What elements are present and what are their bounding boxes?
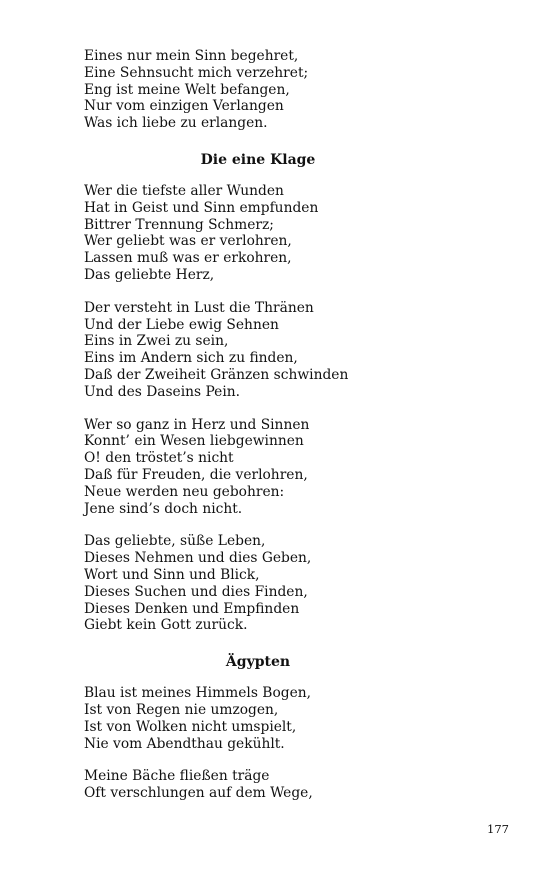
verse-line: Eines nur mein Sinn begehret, [84,48,299,64]
verse-line: Dieses Denken und Empfinden [84,600,300,617]
stanza [84,768,484,802]
verse-line: Hat in Geist und Sinn empfunden [84,199,319,216]
verse-line: Meine Bäche fließen träge [84,768,270,785]
verse-line: Eins in Zwei zu sein, [84,333,229,350]
intro-stanza [84,48,484,132]
verse-line: Oft verschlungen auf dem Wege, [84,785,313,802]
stanza [84,300,484,401]
verse-line: Was ich liebe zu erlangen. [84,115,268,132]
verse-line: Und des Daseins Pein. [84,383,241,400]
page-content [84,48,484,818]
poem-title: Die eine Klage [200,151,316,168]
verse-line: Und der Liebe ewig Sehnen [84,316,279,333]
verse-line: Daß für Freuden, die verlohren, [84,466,308,483]
verse-line: Blau ist meines Himmels Bogen, [84,685,312,702]
verse-line: Eng ist meine Welt befangen, [84,81,290,98]
verse-line: Wer die tiefste aller Wunden [84,182,284,199]
verse-line: Eins im Andern sich zu finden, [84,350,298,367]
verse-line: Wer geliebt was er verlohren, [84,233,292,250]
verse-line: Ist von Wolken nicht umspielt, [84,718,297,735]
stanza [84,183,484,284]
verse-line: Neue werden neu gebohren: [84,483,285,500]
page-number: 177 [487,822,509,836]
stanza [84,685,484,752]
verse-line: Ist von Regen nie umzogen, [84,701,279,718]
verse-line: O! den tröstet’s nicht [84,450,234,467]
verse-line: Eine Sehnsucht mich verzehret; [84,64,309,81]
stanza [84,533,484,634]
verse-line: Dieses Nehmen und dies Geben, [84,550,312,567]
verse-line: Der versteht in Lust die Thränen [84,299,314,316]
verse-line: Dieses Suchen und dies Finden, [84,583,308,600]
verse-line: Jene sind’s doch nicht. [84,500,243,517]
verse-line: Das geliebte, süße Leben, [84,533,266,550]
verse-line: Das geliebte Herz, [84,266,215,283]
verse-line: Wer so ganz in Herz und Sinnen [84,416,310,433]
poem-title: Ägypten [225,654,291,671]
verse-line: Wort und Sinn und Blick, [84,566,260,583]
verse-line: Daß der Zweiheit Gränzen schwinden [84,366,349,383]
stanza [84,417,484,518]
verse-line: Konnt’ ein Wesen liebgewinnen [84,433,304,450]
verse-line: Lassen muß was er erkohren, [84,250,292,267]
verse-line: Bittrer Trennung Schmerz; [84,216,274,233]
verse-line: Nur vom einzigen Verlangen [84,98,284,115]
verse-line: Giebt kein Gott zurück. [84,617,248,634]
verse-line: Nie vom Abendthau gekühlt. [84,735,285,752]
